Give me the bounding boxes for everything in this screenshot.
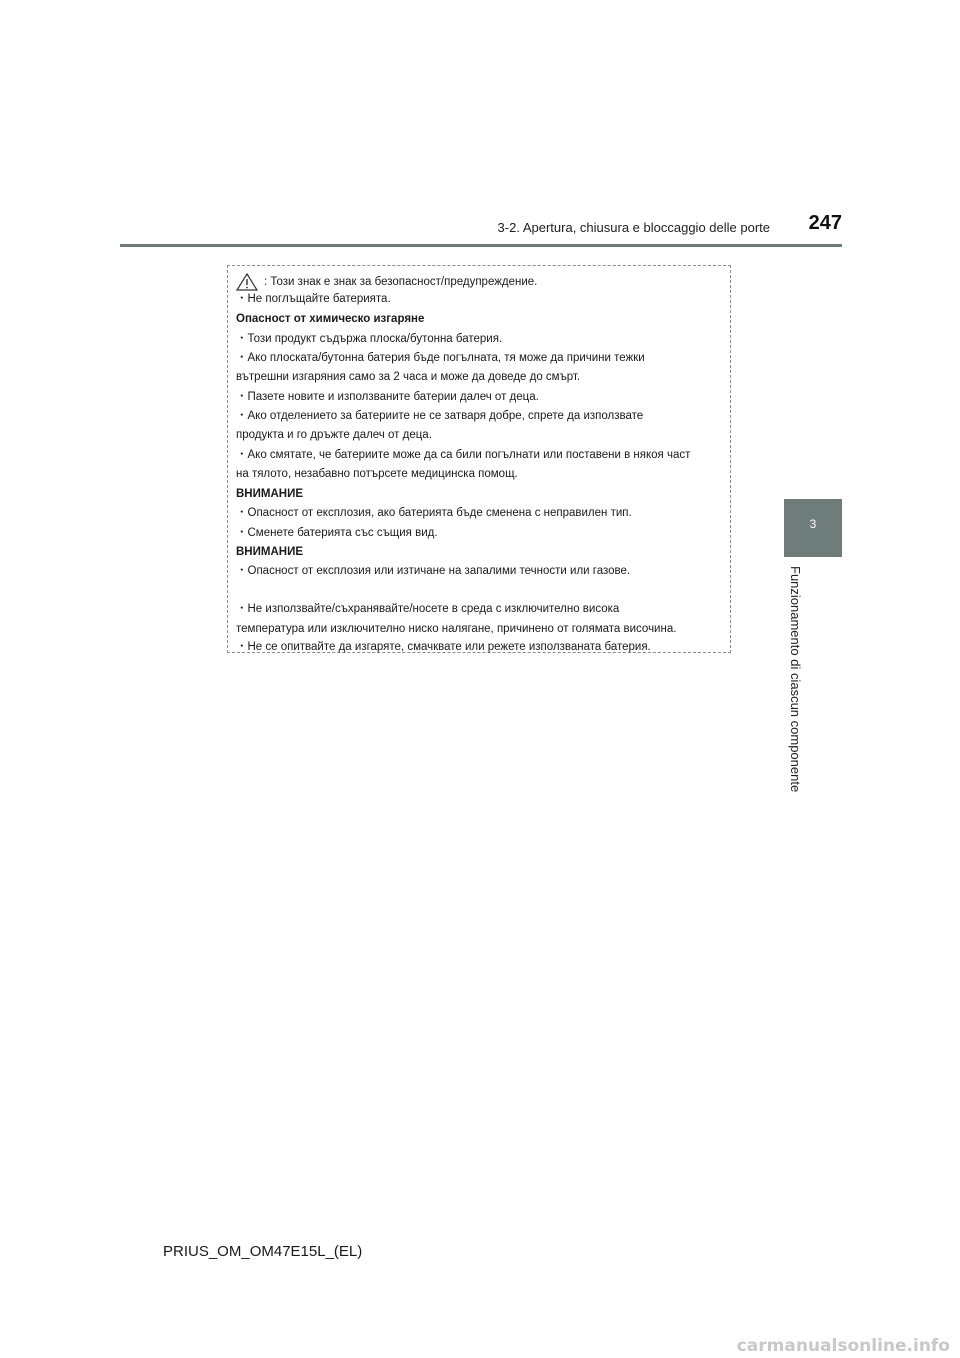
chapter-label: Funzionamento di ciascun componente	[788, 566, 803, 793]
warning-heading: ВНИМАНИЕ	[236, 488, 304, 500]
warning-line: ・Сменете батерията със същия вид.	[236, 527, 438, 539]
warning-line: ・Ако плоската/бутонна батерия бъде погълната, тя може да причини тежки	[236, 352, 645, 364]
warning-heading: ВНИМАНИЕ	[236, 546, 304, 558]
watermark: carmanualsonline.info	[736, 1336, 950, 1356]
page-header	[120, 210, 842, 246]
battery-warning-box	[227, 265, 731, 653]
warning-triangle-icon	[236, 273, 258, 291]
warning-line: продукта и го дръжте далеч от деца.	[236, 429, 432, 441]
warning-line: ・Опасност от експлозия, ако батерията бъде сменена с неправилен тип.	[236, 507, 632, 519]
warning-line: на тялото, незабавно потърсете медицинска помощ.	[236, 468, 518, 480]
warning-line: ・Не поглъщайте батерията.	[236, 293, 391, 305]
warning-line: температура или изключително ниско налягане, причинено от голямата височина.	[236, 623, 677, 635]
chapter-label-wrap	[784, 566, 808, 796]
warning-line: вътрешни изгаряния само за 2 часа и може да доведе до смърт.	[236, 371, 581, 383]
page-number: 247	[808, 212, 842, 234]
header-rule	[120, 244, 842, 247]
warning-symbol-line	[236, 273, 537, 291]
warning-line: ・Пазете новите и използваните батерии далеч от деца.	[236, 391, 539, 403]
warning-line: ・Ако отделението за батериите не се затваря добре, спрете да използвате	[236, 410, 644, 422]
warning-line: : Този знак е знак за безопасност/предупреждение.	[264, 276, 538, 288]
warning-line: ・Ако смятате, че батериите може да са били погълнати или поставени в някоя част	[236, 449, 691, 461]
section-title: 3-2. Apertura, chiusura e bloccaggio delle porte	[497, 220, 770, 235]
warning-line: ・Този продукт съдържа плоска/бутонна батерия.	[236, 333, 503, 345]
chapter-number: 3	[809, 517, 817, 531]
warning-line: ・Не се опитвайте да изгаряте, смачквате или режете използваната батерия.	[236, 641, 651, 653]
document-code: PRIUS_OM_OM47E15L_(EL)	[163, 1243, 363, 1260]
chapter-tab	[784, 499, 842, 557]
warning-line: ・Опасност от експлозия или изтичане на запалими течности или газове.	[236, 565, 631, 577]
warning-heading: Опасност от химическо изгаряне	[236, 313, 425, 325]
warning-line: ・Не използвайте/съхранявайте/носете в среда с изключително висока	[236, 603, 620, 615]
